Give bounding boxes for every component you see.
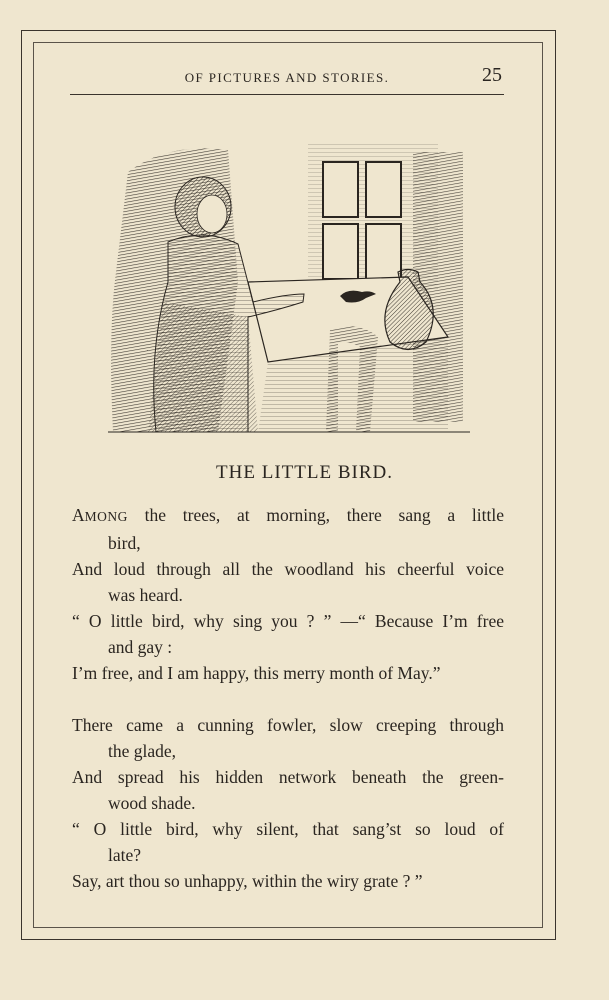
- poem-line: And loud through all the woodland his cheerful voice: [72, 559, 504, 579]
- girl-and-bird-illustration: [108, 132, 470, 442]
- stanza: [72, 502, 504, 686]
- poem-line-continuation: and gay :: [108, 637, 173, 657]
- poem-line-continuation: the glade,: [108, 741, 177, 761]
- poem-line: Say, art thou so unhappy, within the wiry grate ? ”: [72, 871, 423, 891]
- running-head-title: OF PICTURES AND STORIES.: [184, 70, 390, 85]
- running-head: [70, 64, 504, 95]
- poem-line: I’m free, and I am happy, this merry month of May.”: [72, 663, 441, 683]
- poem-line-continuation: late?: [108, 845, 142, 865]
- small-caps-lead: MONG: [84, 509, 128, 524]
- poem-line: And spread his hidden network beneath the green-: [72, 767, 504, 787]
- poem-body: [72, 502, 504, 920]
- poem-line-continuation: bird,: [108, 533, 141, 553]
- poem-line: AMONG the trees, at morning, there sang a little: [72, 505, 504, 525]
- drop-lead: A: [72, 505, 85, 525]
- poem-line: There came a cunning fowler, slow creeping through: [72, 715, 504, 735]
- poem-title: THE LITTLE BIRD.: [216, 462, 393, 483]
- poem-line-continuation: was heard.: [108, 585, 183, 605]
- poem-line: “ O little bird, why sing you ? ” —“ Because I’m free: [72, 611, 504, 631]
- poem-line-continuation: wood shade.: [108, 793, 196, 813]
- page-number: 25: [482, 64, 502, 86]
- stanza: [72, 712, 504, 894]
- poem-line: “ O little bird, why silent, that sang’st so loud of: [72, 819, 504, 839]
